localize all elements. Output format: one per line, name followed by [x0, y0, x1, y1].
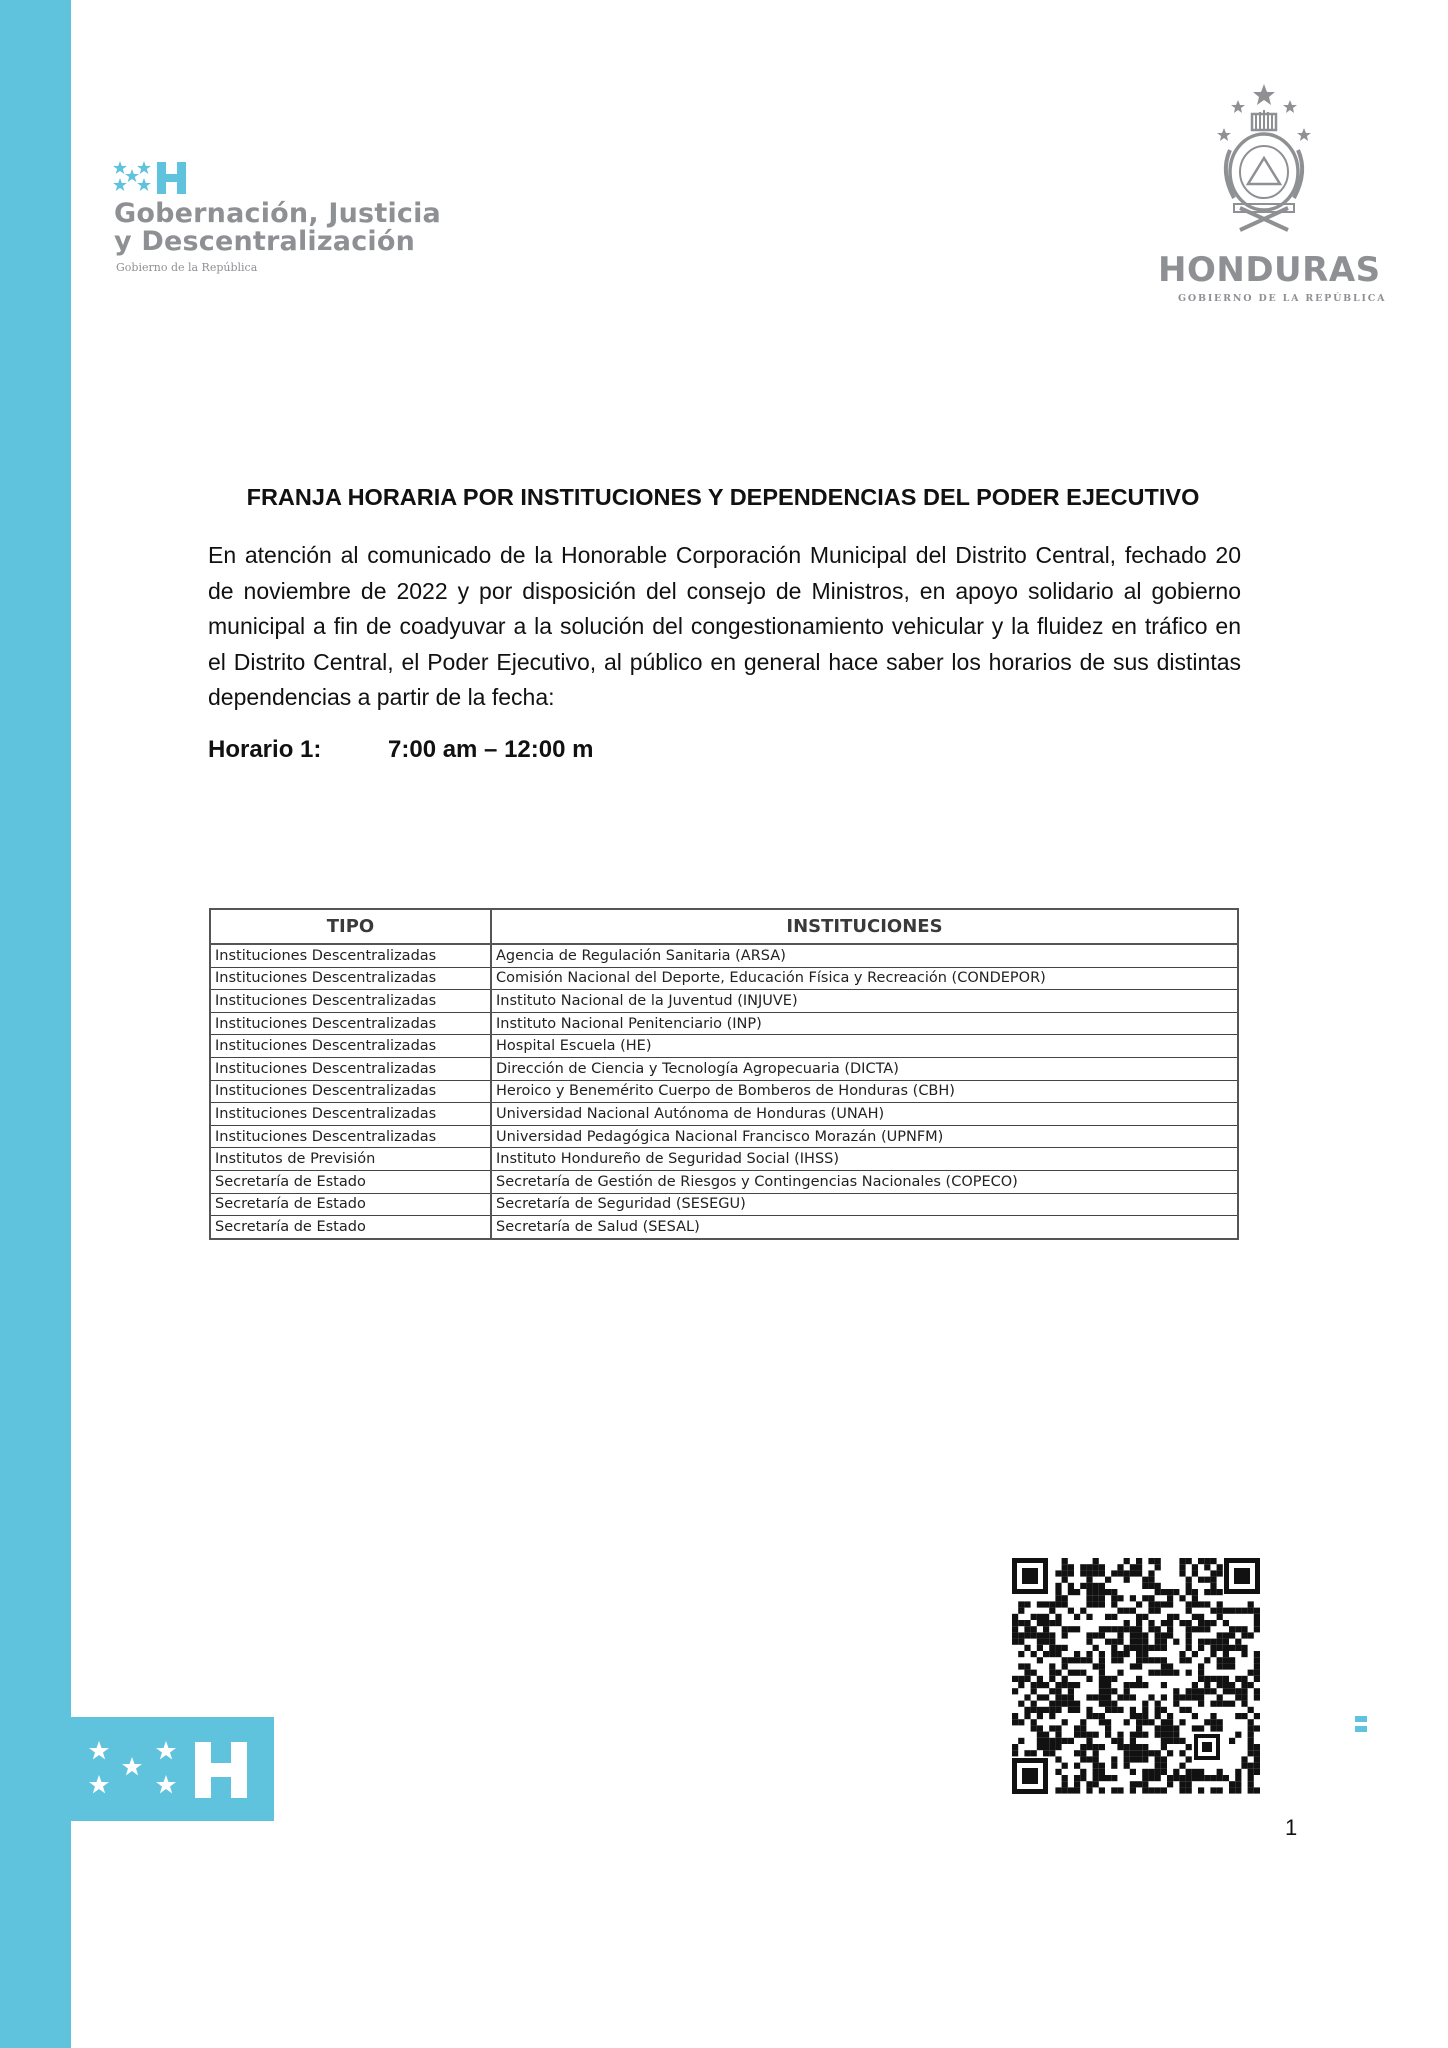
table-row [210, 1057, 1238, 1080]
table-row [210, 1170, 1238, 1193]
institution-cell: Hospital Escuela (HE) [491, 1035, 1238, 1058]
institution-cell: Instituto Hondureño de Seguridad Social (IHSS) [491, 1148, 1238, 1171]
schedule-time: 7:00 am – 12:00 m [388, 736, 594, 763]
document-title: FRANJA HORARIA POR INSTITUCIONES Y DEPENDENCIAS DEL PODER EJECUTIVO [246, 484, 1200, 510]
tipo-cell: Instituciones Descentralizadas [210, 990, 491, 1013]
column-header-tipo: TIPO [210, 909, 491, 944]
footer-logo-block [71, 1717, 274, 1821]
table-row [210, 967, 1238, 990]
country-name: HONDURAS [1158, 250, 1381, 290]
government-subtitle: GOBIERNO DE LA REPÚBLICA [1178, 293, 1387, 304]
tipo-cell: Instituciones Descentralizadas [210, 1035, 491, 1058]
ministry-name-line2: y Descentralización [114, 226, 416, 257]
institution-cell: Universidad Nacional Autónoma de Honduras (UNAH) [491, 1103, 1238, 1126]
tipo-cell: Institutos de Previsión [210, 1148, 491, 1171]
tipo-cell: Secretaría de Estado [210, 1193, 491, 1216]
body-paragraph: En atención al comunicado de la Honorable Corporación Municipal del Distrito Central, fechado 20 de noviembre de 2022 y por disposición del consejo de Ministros, en apoyo solidario al gobierno municipal a fin de coadyuvar a la solución del congestionamiento vehicular y la fluidez en tráfico en el Distrito Central, el Poder Ejecutivo, al público en general hace saber los horarios de sus distintas dependencias a partir de la fecha: [208, 542, 1241, 710]
table-row [210, 1148, 1238, 1171]
tipo-cell: Secretaría de Estado [210, 1170, 491, 1193]
institutions-table [209, 908, 1239, 1240]
stars-h-logo-icon [71, 1717, 274, 1821]
page-number: 1 [1285, 1815, 1298, 1840]
tipo-cell: Instituciones Descentralizadas [210, 1057, 491, 1080]
institution-cell: Heroico y Benemérito Cuerpo de Bomberos de Honduras (CBH) [491, 1080, 1238, 1103]
institution-cell: Instituto Nacional de la Juventud (INJUVE) [491, 990, 1238, 1013]
ministry-logo [112, 158, 452, 278]
table-row [210, 1012, 1238, 1035]
stars-h-logo-icon [112, 160, 222, 196]
tipo-cell: Instituciones Descentralizadas [210, 1012, 491, 1035]
table-row [210, 1216, 1238, 1239]
schedule-label: Horario 1: [208, 736, 322, 763]
institution-cell: Universidad Pedagógica Nacional Francisco Morazán (UPNFM) [491, 1125, 1238, 1148]
table-row [210, 1193, 1238, 1216]
tipo-cell: Instituciones Descentralizadas [210, 944, 491, 967]
honduras-government-logo [1150, 80, 1390, 310]
ministry-subtitle: Gobierno de la República [116, 261, 258, 274]
ministry-name-line1: Gobernación, Justicia [114, 198, 441, 229]
tipo-cell: Instituciones Descentralizadas [210, 1125, 491, 1148]
institution-cell: Instituto Nacional Penitenciario (INP) [491, 1012, 1238, 1035]
tipo-cell: Instituciones Descentralizadas [210, 967, 491, 990]
left-accent-stripe [0, 0, 71, 2048]
institution-cell: Secretaría de Salud (SESAL) [491, 1216, 1238, 1239]
table-row [210, 1080, 1238, 1103]
tipo-cell: Instituciones Descentralizadas [210, 1080, 491, 1103]
institution-cell: Secretaría de Gestión de Riesgos y Contingencias Nacionales (COPECO) [491, 1170, 1238, 1193]
table-row [210, 990, 1238, 1013]
table-row [210, 1125, 1238, 1148]
institution-cell: Dirección de Ciencia y Tecnología Agropecuaria (DICTA) [491, 1057, 1238, 1080]
tipo-cell: Secretaría de Estado [210, 1216, 491, 1239]
institution-cell: Secretaría de Seguridad (SESEGU) [491, 1193, 1238, 1216]
tipo-cell: Instituciones Descentralizadas [210, 1103, 491, 1126]
table-header-row [210, 909, 1238, 944]
qr-code-icon[interactable] [1012, 1558, 1260, 1794]
institution-cell: Comisión Nacional del Deporte, Educación Física y Recreación (CONDEPOR) [491, 967, 1238, 990]
table-row [210, 944, 1238, 967]
coat-of-arms-icon [1150, 80, 1390, 250]
table-row [210, 1103, 1238, 1126]
schedule-line [208, 736, 593, 764]
institution-cell: Agencia de Regulación Sanitaria (ARSA) [491, 944, 1238, 967]
small-accent-mark [1355, 1716, 1367, 1734]
table-row [210, 1035, 1238, 1058]
column-header-instituciones: INSTITUCIONES [491, 909, 1238, 944]
